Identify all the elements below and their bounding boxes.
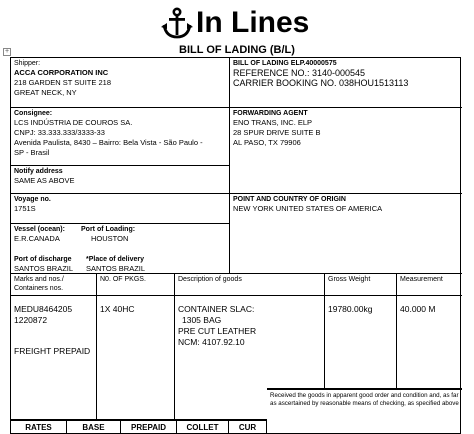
document-header: [0, 0, 474, 44]
place-of-delivery-label: *Place of delivery: [86, 256, 144, 263]
marks-header: [11, 274, 97, 296]
pkgs-header-label: N0. OF PKGS.: [100, 276, 146, 283]
anchor-icon: [160, 6, 194, 40]
place-of-delivery-value: SANTOS BRAZIL: [86, 264, 146, 273]
bl-cell: [230, 58, 462, 108]
notify-value: SAME AS ABOVE: [14, 176, 75, 185]
voyage-cell: [11, 194, 230, 224]
footer-rates: RATES: [11, 419, 67, 434]
port-of-discharge-value: SANTOS BRAZIL: [14, 264, 74, 273]
notify-label: Notify address: [14, 168, 63, 175]
freight-terms: FREIGHT PREPAID: [14, 346, 91, 356]
consignee-line2: CNPJ: 33.333.333/3333-33: [14, 128, 105, 137]
bill-of-lading-form: [10, 57, 461, 434]
shipper-label: Shipper:: [14, 60, 41, 67]
pkgs-body: [97, 296, 175, 419]
carrier-booking-number: CARRIER BOOKING NO. 038HOU1513113: [233, 78, 409, 88]
forwarding-agent-label: FORWARDING AGENT: [233, 110, 308, 117]
forwarding-agent-cell: [230, 108, 462, 194]
consignee-line4: SP - Brasil: [14, 148, 50, 157]
consignee-line3: Avenida Paulista, 8430 – Bairro: Bela Vista - São Paulo -: [14, 138, 203, 147]
description-header: [175, 274, 325, 296]
reference-number: REFERENCE NO.: 3140-000545: [233, 68, 366, 78]
brand-logo: [160, 4, 309, 42]
gross-weight-body: [325, 296, 397, 388]
marks-header-line1: Marks and nos./: [14, 276, 64, 283]
table-move-handle-icon[interactable]: +: [4, 48, 10, 55]
bl-number: BILL OF LADING ELP.40000575: [233, 60, 337, 67]
vessel-cell: [11, 224, 230, 249]
pkgs-header: [97, 274, 175, 296]
measurement-header: [397, 274, 462, 296]
forwarding-agent-line2: 28 SPUR DRIVE SUITE B: [233, 128, 321, 137]
port-of-loading-value: HOUSTON: [91, 234, 129, 243]
marks-body: [11, 296, 97, 419]
measurement-header-label: Measurement: [400, 276, 443, 283]
shipper-address-line2: GREAT NECK, NY: [14, 88, 77, 97]
brand-name: In Lines: [196, 6, 310, 39]
forwarding-agent-line1: ENO TRANS, INC. ELP: [233, 118, 313, 127]
gross-weight-header: [325, 274, 397, 296]
vessel-label: Vessel (ocean):: [14, 226, 65, 233]
receipt-disclaimer: Received the goods in apparent good order and condition and, as far as ascertained by reasonable means of checking, as specified above: [267, 388, 462, 410]
description-header-label: Description of goods: [178, 276, 242, 283]
origin-value: NEW YORK UNITED STATES OF AMERICA: [233, 204, 383, 213]
document-title: BILL OF LADING (B/L): [179, 44, 295, 56]
voyage-value: 1751S: [14, 204, 36, 213]
container-number: MEDU8464205: [14, 304, 73, 314]
origin-cell: [230, 194, 462, 274]
footer-prepaid: PREPAID: [121, 419, 177, 434]
vessel-value: E.R.CANADA: [14, 234, 60, 243]
footer-cur: CUR: [229, 419, 267, 434]
description-line4: NCM: 4107.92.10: [178, 337, 245, 347]
seal-number: 1220872: [14, 315, 48, 325]
consignee-line1: LCS INDÚSTRIA DE COUROS SA.: [14, 118, 133, 127]
shipper-cell: [11, 58, 230, 108]
pkgs-value: 1X 40HC: [100, 304, 135, 314]
discharge-cell: [11, 249, 230, 274]
origin-label: POINT AND COUNTRY OF ORIGIN: [233, 196, 346, 203]
description-line1: CONTAINER SLAC:: [178, 304, 255, 314]
footer-collet: COLLET: [177, 419, 229, 434]
consignee-label: Consignee:: [14, 110, 53, 117]
voyage-label: Voyage no.: [14, 196, 51, 203]
consignee-cell: [11, 108, 230, 166]
measurement-body: [397, 296, 462, 388]
gross-weight-value: 19780.00kg: [328, 304, 373, 314]
port-of-loading-label: Port of Loading:: [81, 226, 136, 233]
port-of-discharge-label: Port of discharge: [14, 256, 72, 263]
gross-weight-header-label: Gross Weight: [328, 276, 371, 283]
description-body: [175, 296, 325, 388]
marks-header-line2: Containers nos.: [14, 285, 64, 292]
description-line2: 1305 BAG: [182, 315, 222, 325]
notify-cell: [11, 166, 230, 194]
footer-base: BASE: [67, 419, 121, 434]
forwarding-agent-line3: AL PASO, TX 79906: [233, 138, 301, 147]
measurement-value: 40.000 M: [400, 304, 436, 314]
description-line3: PRE CUT LEATHER: [178, 326, 257, 336]
shipper-address-line1: 218 GARDEN ST SUITE 218: [14, 78, 111, 87]
shipper-name: ACCA CORPORATION INC: [14, 68, 109, 77]
